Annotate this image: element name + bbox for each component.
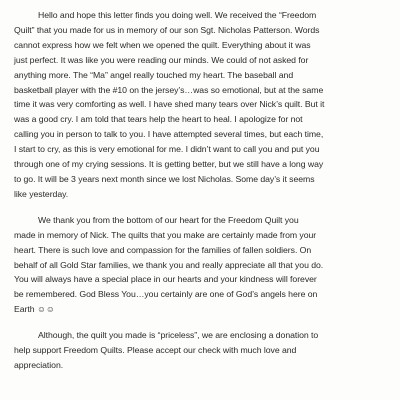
letter-line: anything more. The “Ma” angel really touched my heart. The baseball and — [14, 69, 294, 80]
letter-line: cannot express how we felt when we opened the quilt. Everything about it was — [14, 39, 311, 50]
letter-paragraph-3 — [14, 328, 392, 373]
letter-line: heart. There is such love and compassion for the families of fallen soldiers. On — [14, 244, 312, 255]
letter-line: You will always have a special place in our hearts and your kindness will forever — [14, 274, 317, 285]
letter-line: through one of my crying sessions. It is getting better, but we still have a long way — [14, 159, 324, 170]
letter-paragraph-1 — [14, 8, 392, 202]
letter-line: time it was very comforting as well. I have shed many tears over Nick’s quilt. But it — [14, 99, 325, 110]
letter-line: basketball player with the #10 on the jersey’s…was so emotional, but at the same — [14, 84, 324, 95]
letter-line: I start to cry, as this is very emotional for me. I didn’t want to call you and put you — [14, 144, 320, 155]
letter-line: help support Freedom Quilts. Please accept our check with much love and — [14, 345, 297, 356]
letter-line: Quilt” that you made for us in memory of our son Sgt. Nicholas Patterson. Words — [14, 24, 320, 35]
letter-line: calling you in person to talk to you. I have attempted several times, but each time, — [14, 129, 324, 140]
letter-line: behalf of all Gold Star families, we thank you and really appreciate all that you do. — [14, 259, 324, 270]
letter-line: Hello and hope this letter finds you doing well. We received the “Freedom — [38, 10, 317, 20]
letter-line: like yesterday. — [14, 188, 69, 199]
letter-line: appreciation. — [14, 359, 64, 370]
letter-line: Although, the quilt you made is “priceless”, we are enclosing a donation to — [38, 330, 319, 341]
letter-line: be remembered. God Bless You…you certainly are one of God’s angels here on — [14, 289, 318, 300]
letter-line: to go. It will be 3 years next month since we lost Nicholas. Some day’s it seems — [14, 173, 315, 184]
letter-line: Earth ☺☺ — [14, 304, 55, 315]
letter-line: was a good cry. I am told that tears help the heart to heal. I apologize for not — [14, 114, 303, 125]
letter-paragraph-2 — [14, 213, 392, 317]
letter-line: We thank you from the bottom of our heart for the Freedom Quilt you — [38, 214, 299, 225]
letter-line: made in memory of Nick. The quilts that you make are certainly made from your — [14, 229, 317, 240]
letter-line: just perfect. It was like you were reading our minds. We could of not asked for — [14, 54, 309, 65]
